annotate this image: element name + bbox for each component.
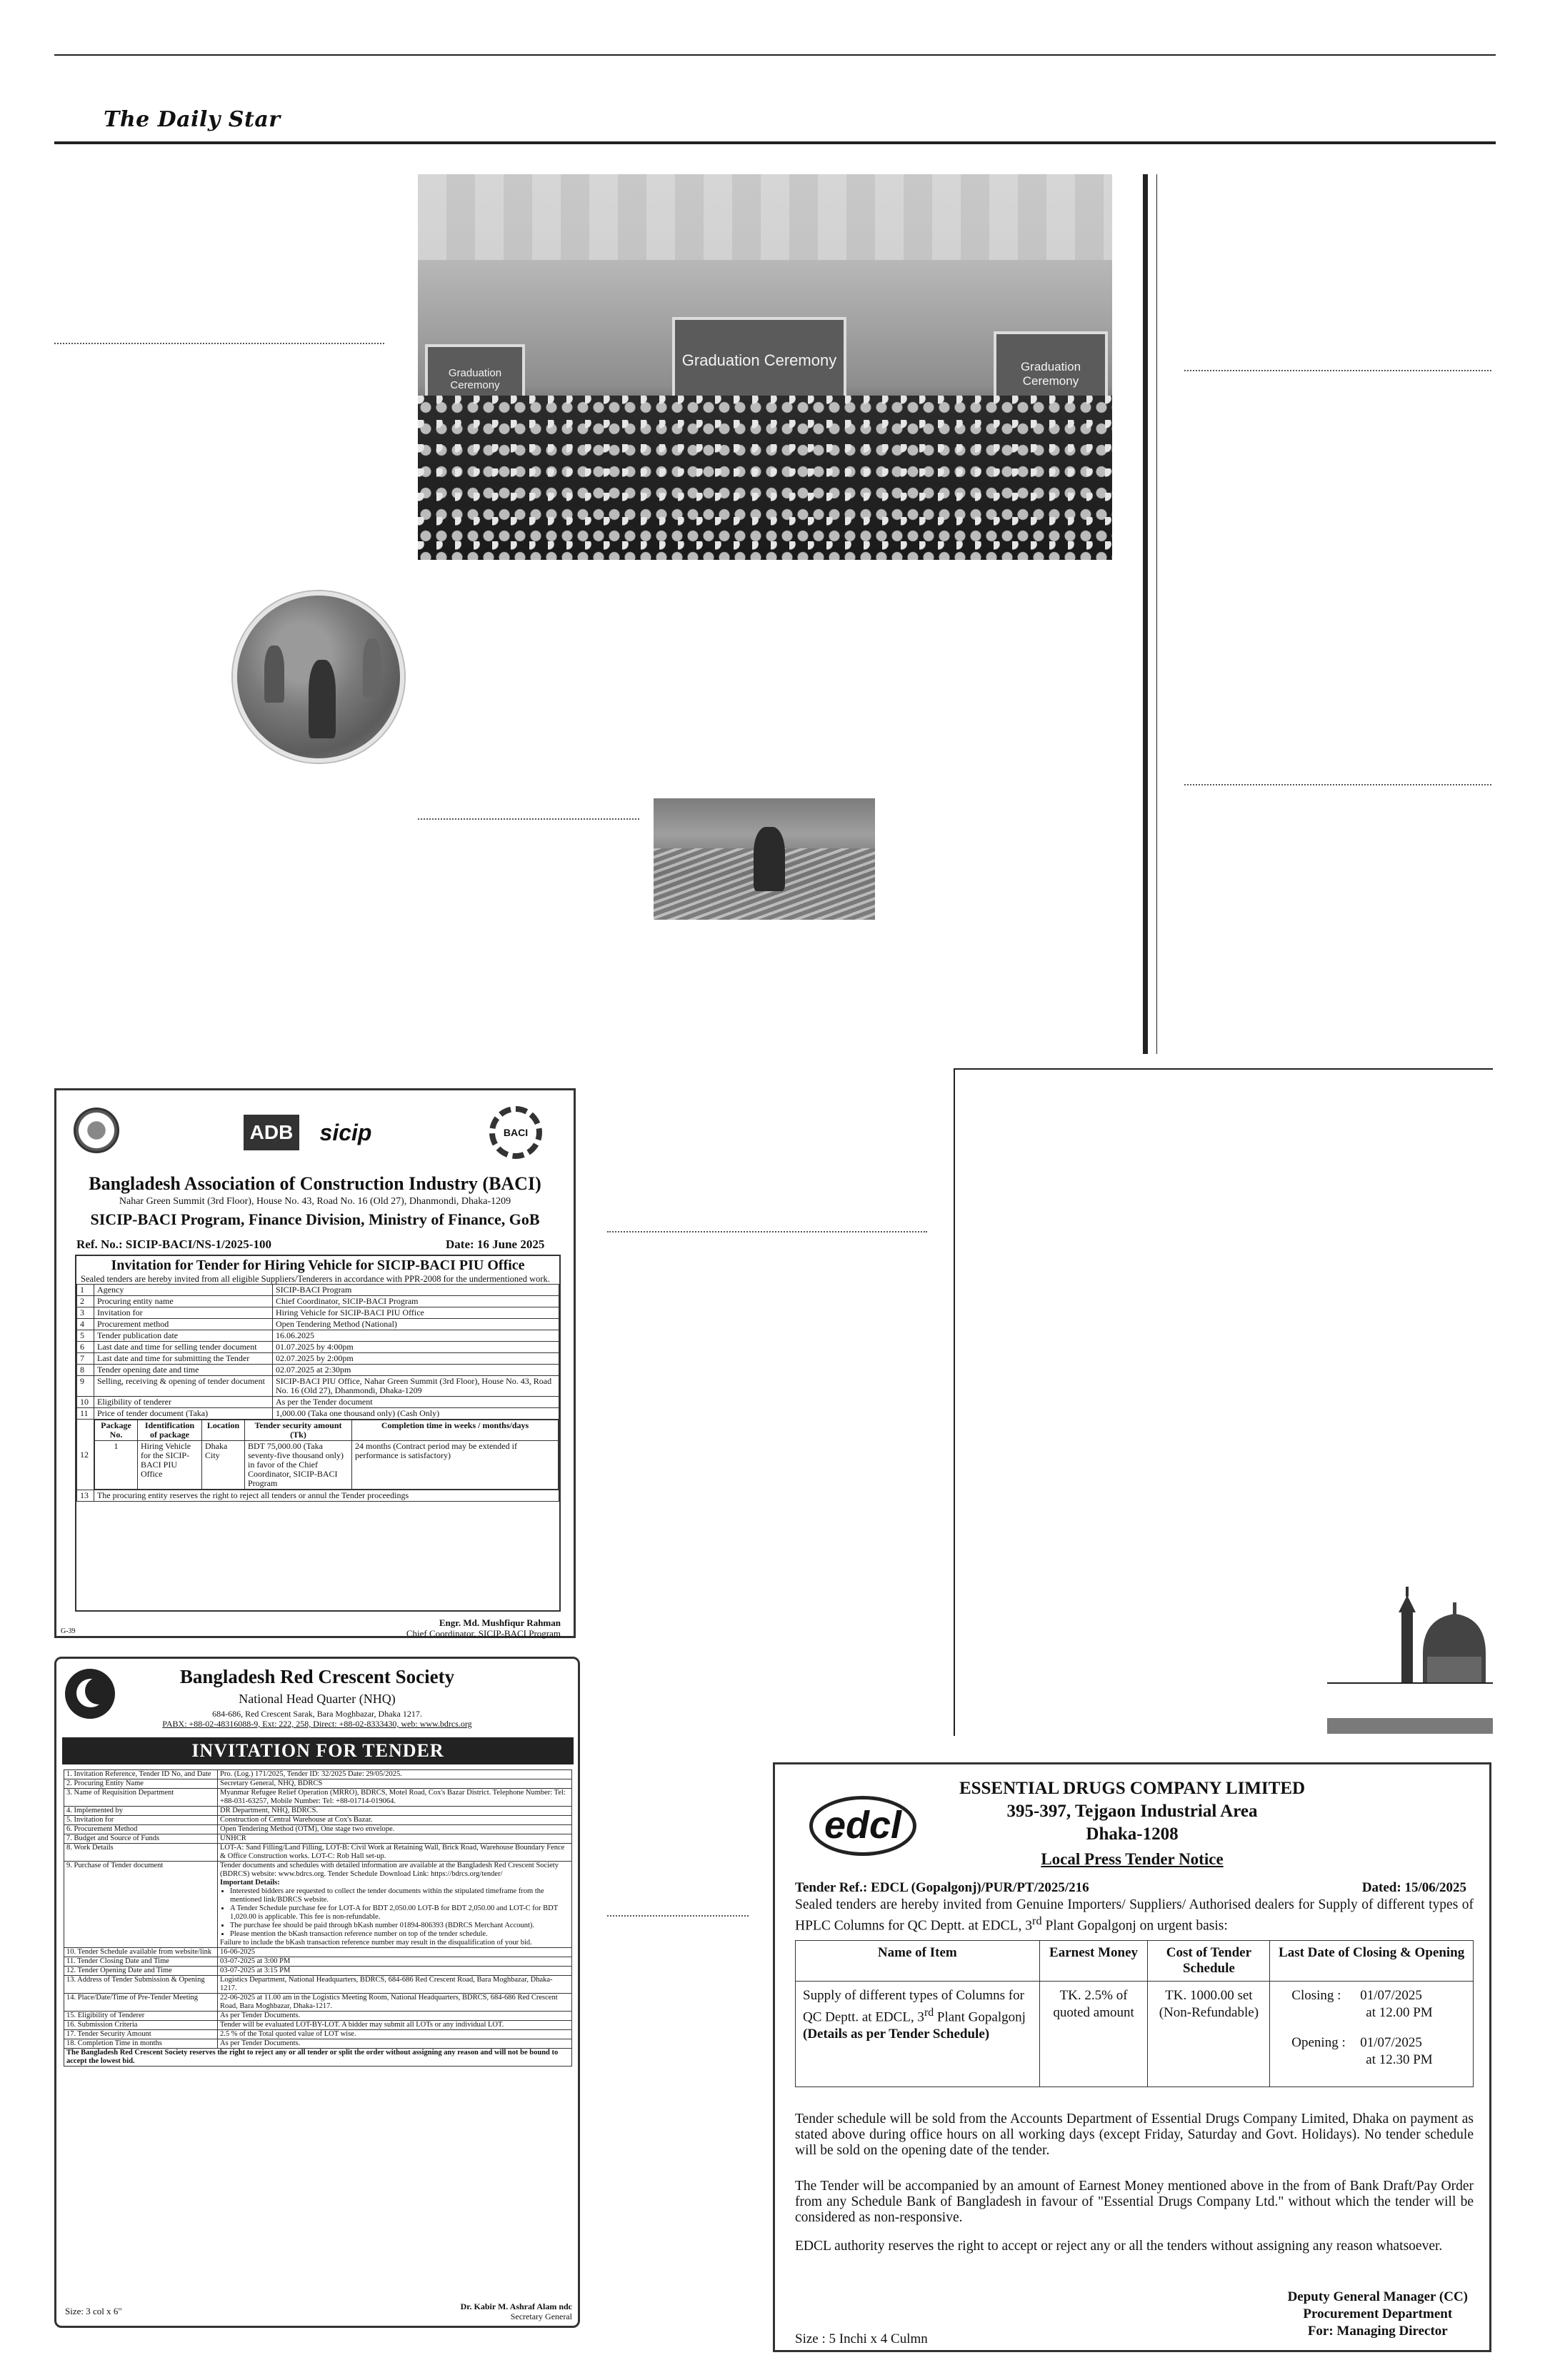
package-cell xyxy=(94,1420,559,1490)
baci-tender-title: Invitation for Tender for Hiring Vehicle for SICIP-BACI PIU Office xyxy=(111,1257,525,1273)
row-value: 02.07.2025 at 2:30pm xyxy=(273,1365,559,1376)
row-label: 12. Tender Opening Date and Time xyxy=(64,1967,218,1976)
baci-logos xyxy=(56,1105,574,1162)
row-value: 03-07-2025 at 3:15 PM xyxy=(218,1967,572,1976)
edcl-opening xyxy=(1291,2034,1466,2052)
bdrcs-address xyxy=(56,1709,578,1729)
table-row xyxy=(64,1957,572,1967)
edcl-col-cost: Cost of Tender Schedule xyxy=(1148,1941,1270,1982)
column-divider xyxy=(418,818,639,820)
edcl-notice-title: Local Press Tender Notice xyxy=(1041,1850,1224,1868)
edcl-address-2: Dhaka-1208 xyxy=(1086,1824,1179,1844)
bdrcs-org-name: Bangladesh Red Crescent Society xyxy=(179,1666,455,1687)
row-label: Last date and time for submitting the Tender xyxy=(94,1353,273,1365)
edcl-tender-ref: Tender Ref.: EDCL (Gopalgonj)/PUR/PT/2025/216 xyxy=(795,1880,1089,1895)
package-row xyxy=(95,1441,559,1490)
row-value: As per the Tender document xyxy=(273,1397,559,1408)
baci-signer-title: Chief Coordinator, SICIP-BACI Program xyxy=(406,1628,561,1639)
package-header-cell: Location xyxy=(202,1420,245,1441)
row-number: 3 xyxy=(77,1307,94,1319)
edcl-signer-1: Deputy General Manager (CC) xyxy=(1287,2289,1468,2304)
table-row xyxy=(77,1307,559,1319)
baci-ref: Ref. No.: SICIP-BACI/NS-1/2025-100 xyxy=(76,1237,271,1251)
edcl-col-item: Name of Item xyxy=(796,1941,1040,1982)
table-row xyxy=(64,2012,572,2021)
row-value: 03-07-2025 at 3:00 PM xyxy=(218,1957,572,1967)
row-value: The procuring entity reserves the right to reject all tenders or annul the Tender proceedings xyxy=(94,1490,559,1502)
adb-logo: ADB xyxy=(244,1115,299,1150)
row-number: 10 xyxy=(77,1397,94,1408)
baci-tender-box xyxy=(75,1255,561,1612)
row-label: Invitation for xyxy=(94,1307,273,1319)
table-row xyxy=(64,1789,572,1807)
bdrcs-contact-line: PABX: +88-02-48316088-9, Ext: 222, 258, Direct: +88-02-8333430, web: www.bdrcs.org xyxy=(162,1719,472,1729)
table-row xyxy=(77,1330,559,1342)
bdrcs-address-line: 684-686, Red Crescent Sarak, Bara Moghbazar, Dhaka 1217. xyxy=(212,1709,422,1719)
section-rule xyxy=(954,1068,1493,1070)
package-row-cell: BDT 75,000.00 (Taka seventy-five thousand only) in favor of the Chief Coordinator, SICIP-BACI Program xyxy=(245,1441,352,1490)
table-row xyxy=(64,1976,572,1994)
row-label: 3. Name of Requisition Department xyxy=(64,1789,218,1807)
edcl-para-3: EDCL authority reserves the right to accept or reject any or all the tenders without assigning any reason whatsoever. xyxy=(795,2239,1443,2254)
edcl-company-name: ESSENTIAL DRUGS COMPANY LIMITED xyxy=(959,1779,1306,1798)
edcl-earnest-cell: TK. 2.5% of quoted amount xyxy=(1039,1982,1148,2087)
row-value: Myanmar Refugee Relief Operation (MRRO), BDRCS, Motel Road, Cox's Bazar District. Telephone Number: Tel: +88-031-63257, Mobile Number: Tel: +88-01714-019064. xyxy=(218,1789,572,1807)
mosque-icon xyxy=(1394,1582,1487,1682)
edcl-opening-date: 01/07/2025 xyxy=(1360,2035,1422,2050)
row-label: Selling, receiving & opening of tender document xyxy=(94,1376,273,1397)
edcl-tender-ad xyxy=(773,1762,1491,2352)
graduation-ceremony-photo xyxy=(418,174,1112,560)
table-row xyxy=(64,1816,572,1825)
row-label: 13. Address of Tender Submission & Opening xyxy=(64,1976,218,1994)
edcl-intro-b: Plant Gopalgonj on urgent basis: xyxy=(1041,1918,1228,1934)
photo-figure xyxy=(754,827,785,891)
column-divider xyxy=(607,1915,749,1917)
bdrcs-signer: Dr. Kabir M. Ashraf Alam ndc xyxy=(460,2301,572,2311)
row-number: 9 xyxy=(77,1376,94,1397)
edcl-tender-table xyxy=(795,1940,1474,2087)
screen-right-title: Graduation Ceremony xyxy=(1020,360,1081,388)
column-divider xyxy=(1184,370,1491,371)
row-value: SICIP-BACI Program xyxy=(273,1285,559,1296)
package-header xyxy=(95,1420,559,1441)
sicip-logo: sicip xyxy=(319,1119,372,1145)
row-label: 7. Budget and Source of Funds xyxy=(64,1834,218,1844)
table-row xyxy=(77,1285,559,1296)
screen-center xyxy=(672,317,846,406)
top-rule xyxy=(54,54,1496,56)
row-value: As per Tender Documents. xyxy=(218,2012,572,2021)
edcl-para-1: Tender schedule will be sold from the Accounts Department of Essential Drugs Company Limited, Dhaka on payment as stated above during office hours on all working days (except Friday, Saturday and Govt. Holidays). No tender schedule will be sold on the opening date of the tender. xyxy=(795,2112,1474,2158)
table-row xyxy=(77,1319,559,1330)
row-label: 6. Procurement Method xyxy=(64,1825,218,1834)
table-row xyxy=(64,2030,572,2039)
edcl-logo: edcl xyxy=(809,1796,916,1856)
row-label: Agency xyxy=(94,1285,273,1296)
row-number: 2 xyxy=(77,1296,94,1307)
list-item: • Please mention the bKash transaction reference number on top of the tender schedule. xyxy=(230,1930,569,1939)
row-number: 5 xyxy=(77,1330,94,1342)
row-value: As per Tender Documents. xyxy=(218,2039,572,2049)
row-value: Tender will be evaluated LOT-BY-LOT. A bidder may submit all LOTs or any individual LOT. xyxy=(218,2021,572,2030)
table-row xyxy=(77,1365,559,1376)
row-number: 13 xyxy=(77,1490,94,1502)
edcl-opening-time: at 12.30 PM xyxy=(1366,2052,1433,2067)
baci-program: SICIP-BACI Program, Finance Division, Ministry of Finance, GoB xyxy=(90,1210,540,1228)
edcl-para-2: The Tender will be accompanied by an amount of Earnest Money mentioned above in the from of Bank Draft/Pay Order from any Schedule Bank of Bangladesh in favour of "Essential Drugs Company Ltd." without which the tender will be considered as non-responsive. xyxy=(795,2179,1474,2225)
bdrcs-tender-ad xyxy=(54,1657,580,2328)
edcl-item-sup: rd xyxy=(924,2007,934,2019)
bdrcs-subtitle: National Head Quarter (NHQ) xyxy=(239,1692,396,1706)
row-value: UNHCR xyxy=(218,1834,572,1844)
purchase-text: Tender documents and schedules with detailed information are available at the Bangladesh Red Crescent Society (BDRCS) website: www.bdrcs.org. Tender Schedule Download Link: https://bdrcs.org/tender/ xyxy=(220,1862,559,1878)
edcl-table-row xyxy=(796,1982,1474,2087)
edcl-opening-label: Opening : xyxy=(1291,2035,1346,2050)
photo-ceiling xyxy=(418,174,1112,260)
package-row-cell: Dhaka City xyxy=(202,1441,245,1490)
table-row xyxy=(64,1948,572,1957)
row-label: 1. Invitation Reference, Tender ID No, and Date xyxy=(64,1770,218,1779)
table-row xyxy=(64,1834,572,1844)
table-row xyxy=(64,1967,572,1976)
edcl-item-detail: (Details as per Tender Schedule) xyxy=(803,2027,990,2042)
table-row xyxy=(64,2021,572,2030)
workers-circle-photo xyxy=(233,591,404,763)
edcl-item-b: Plant Gopalgonj xyxy=(934,2009,1026,2025)
list-item: • A Tender Schedule purchase fee for LOT-A for BDT 2,050.00 LOT-B for BDT 2,050.00 and LOT-C for BDT 1,020.00 is applicable. This fee is non-refundable. xyxy=(230,1904,569,1922)
row-value: 16.06.2025 xyxy=(273,1330,559,1342)
package-header-cell: Tender security amount (Tk) xyxy=(245,1420,352,1441)
row-label: Procuring entity name xyxy=(94,1296,273,1307)
vertical-rule xyxy=(1143,174,1148,1054)
table-row xyxy=(64,1825,572,1834)
photo-figure xyxy=(363,638,381,697)
table-row xyxy=(64,1862,572,1948)
row-label: 10. Tender Schedule available from website/link xyxy=(64,1948,218,1957)
column-divider xyxy=(1184,784,1491,785)
screen-center-title: Graduation Ceremony xyxy=(681,351,837,369)
baci-gear-logo xyxy=(489,1106,542,1159)
row-value: 2.5 % of the Total quoted value of LOT wise. xyxy=(218,2030,572,2039)
bdrcs-size: Size: 3 col x 6" xyxy=(65,2306,122,2316)
table-row xyxy=(77,1353,559,1365)
edcl-address-1: 395-397, Tejgaon Industrial Area xyxy=(1006,1802,1258,1821)
baci-org-name: Bangladesh Association of Construction Industry (BACI) xyxy=(89,1173,541,1194)
row-label: Tender publication date xyxy=(94,1330,273,1342)
table-row xyxy=(64,2039,572,2049)
row-label: 18. Completion Time in months xyxy=(64,2039,218,2049)
row-value xyxy=(218,1862,572,1948)
grey-bar xyxy=(1327,1718,1493,1734)
row-value: DR Department, NHQ, BDRCS. xyxy=(218,1807,572,1816)
row-label: Tender opening date and time xyxy=(94,1365,273,1376)
edcl-closing-time: at 12.00 PM xyxy=(1366,2005,1433,2020)
row-value: Hiring Vehicle for SICIP-BACI PIU Office xyxy=(273,1307,559,1319)
baci-ad-code: G-39 xyxy=(61,1627,76,1635)
vertical-rule-thin xyxy=(1156,174,1157,1054)
table-row xyxy=(64,1779,572,1789)
row-label: 4. Implemented by xyxy=(64,1807,218,1816)
photo-figure xyxy=(264,646,284,703)
photo-figure xyxy=(309,660,336,738)
baci-signer: Engr. Md. Mushfiqur Rahman xyxy=(439,1617,561,1628)
baci-intro: Sealed tenders are hereby invited from all eligible Suppliers/Tenderers in accordance with PPR-2008 for the undermentioned work. xyxy=(81,1274,550,1284)
edcl-dated: Dated: 15/06/2025 xyxy=(1361,1880,1466,1895)
column-divider xyxy=(54,343,384,344)
baci-tender-ad xyxy=(54,1088,576,1638)
row-label: 16. Submission Criteria xyxy=(64,2021,218,2030)
edcl-table-header xyxy=(796,1941,1474,1982)
table-row xyxy=(77,1342,559,1353)
row-value: Chief Coordinator, SICIP-BACI Program xyxy=(273,1296,559,1307)
edcl-size: Size : 5 Inchi x 4 Culmn xyxy=(795,2331,928,2346)
table-row xyxy=(77,1408,559,1420)
row-label: Eligibility of tenderer xyxy=(94,1397,273,1408)
baci-address: Nahar Green Summit (3rd Floor), House No. 43, Road No. 16 (Old 27), Dhanmondi, Dhaka-1209 xyxy=(119,1196,511,1207)
row-value: LOT-A: Sand Filling/Land Filling, LOT-B: Civil Work at Retaining Wall, Brick Road, Warehouse Boundary Fence & Office Construction works. LOT-C: Rob Hall set-up. xyxy=(218,1844,572,1862)
craftsman-photo xyxy=(654,798,875,920)
edcl-signer-3: For: Managing Director xyxy=(1307,2324,1448,2339)
row-number: 4 xyxy=(77,1319,94,1330)
row-value: Construction of Central Warehouse at Cox's Bazar. xyxy=(218,1816,572,1825)
row-value: 22-06-2025 at 11.00 am in the Logistics Meeting Room, National Headquarters, BDRCS, 684-686 Red Crescent Road, Bara Moghbazar, Dhaka-1217. xyxy=(218,1994,572,2012)
package-header-cell: Completion time in weeks / months/days xyxy=(352,1420,559,1441)
edcl-item-cell xyxy=(796,1982,1040,2087)
row-label: Price of tender document (Taka) xyxy=(94,1408,273,1420)
row-value: 1,000.00 (Taka one thousand only) (Cash Only) xyxy=(273,1408,559,1420)
mosque-underline xyxy=(1327,1682,1493,1684)
failure-note: Failure to include the bKash transaction reference number may result in the disqualification of your bid. xyxy=(220,1939,532,1947)
row-value: Logistics Department, National Headquarters, BDRCS, 684-686 Red Crescent Road, Bara Moghbazar, Dhaka-1217. xyxy=(218,1976,572,1994)
row-value: 16-06-2025 xyxy=(218,1948,572,1957)
screen-left-title: Graduation Ceremony xyxy=(448,367,502,391)
table-row xyxy=(64,1994,572,2012)
package-header-cell: Package No. xyxy=(95,1420,138,1441)
row-label: 17. Tender Security Amount xyxy=(64,2030,218,2039)
table-row xyxy=(64,2049,572,2067)
edcl-signature xyxy=(1288,2289,1468,2340)
row-value: 01.07.2025 by 4:00pm xyxy=(273,1342,559,1353)
package-table xyxy=(94,1420,559,1490)
column-divider xyxy=(607,1231,927,1232)
edcl-intro-a: Sealed tenders are hereby invited from Genuine Importers/ Suppliers/ Authorised dealers for Supply of different types of HPLC Columns for QC Deptt. at EDCL, 3 xyxy=(795,1897,1474,1934)
row-label: 9. Purchase of Tender document xyxy=(64,1862,218,1948)
package-row-cell: Hiring Vehicle for the SICIP-BACI PIU Office xyxy=(138,1441,202,1490)
package-row-cell: 24 months (Contract period may be extended if performance is satisfactory) xyxy=(352,1441,559,1490)
edcl-col-earnest: Earnest Money xyxy=(1039,1941,1148,1982)
edcl-col-date: Last Date of Closing & Opening xyxy=(1270,1941,1474,1982)
row-number: 8 xyxy=(77,1365,94,1376)
edcl-closing-date: 01/07/2025 xyxy=(1360,1988,1422,2003)
row-value: 02.07.2025 by 2:00pm xyxy=(273,1353,559,1365)
row-label: 5. Invitation for xyxy=(64,1816,218,1825)
bdrcs-tender-table xyxy=(64,1769,572,2067)
graduates-crowd xyxy=(418,396,1112,560)
row-value: Secretary General, NHQ, BDRCS xyxy=(218,1779,572,1789)
reserve-note: The Bangladesh Red Crescent Society reserves the right to reject any or all tender or split the order without assigning any reason and will not be bound to accept the lowest bid. xyxy=(64,2049,572,2067)
row-number: 12 xyxy=(77,1420,94,1490)
table-row xyxy=(77,1420,559,1490)
edcl-item-a: Supply of different types of Columns for QC Deptt. at EDCL, 3 xyxy=(803,1988,1024,2025)
row-label: 2. Procuring Entity Name xyxy=(64,1779,218,1789)
baci-signature xyxy=(56,1617,561,1639)
bangladesh-govt-seal-icon xyxy=(74,1108,119,1153)
row-value: SICIP-BACI PIU Office, Nahar Green Summit (3rd Floor), House No. 43, Road No. 16 (Old 27), Dhanmondi, Dhaka-1209 xyxy=(273,1376,559,1397)
row-number: 6 xyxy=(77,1342,94,1353)
package-row-cell: 1 xyxy=(95,1441,138,1490)
important-label: Important Details: xyxy=(220,1879,280,1887)
edcl-signer-2: Procurement Department xyxy=(1303,2306,1453,2321)
edcl-intro xyxy=(795,1897,1474,1934)
list-item: • Interested bidders are requested to collect the tender documents within the stipulated timeframe from the mentioned link/BDRCS website. xyxy=(230,1887,569,1904)
row-label: Procurement method xyxy=(94,1319,273,1330)
baci-date: Date: 16 June 2025 xyxy=(446,1237,545,1251)
row-number: 7 xyxy=(77,1353,94,1365)
table-row xyxy=(64,1844,572,1862)
package-header-cell: Identification of package xyxy=(138,1420,202,1441)
masthead-logo: The Daily Star xyxy=(104,107,281,132)
table-row xyxy=(77,1397,559,1408)
table-row xyxy=(77,1376,559,1397)
row-label: 8. Work Details xyxy=(64,1844,218,1862)
bdrcs-banner: INVITATION FOR TENDER xyxy=(62,1737,574,1764)
row-label: 15. Eligibility of Tenderer xyxy=(64,2012,218,2021)
row-value: Open Tendering Method (National) xyxy=(273,1319,559,1330)
bdrcs-signature xyxy=(342,2301,572,2321)
row-label: 14. Place/Date/Time of Pre-Tender Meeting xyxy=(64,1994,218,2012)
table-row xyxy=(64,1770,572,1779)
list-item: • The purchase fee should be paid through bKash number 01894-806393 (BDRCS Merchant Account). xyxy=(230,1922,569,1930)
table-row xyxy=(77,1490,559,1502)
vertical-rule-lower xyxy=(954,1068,955,1736)
edcl-closing xyxy=(1291,1987,1466,2004)
baci-tender-table xyxy=(76,1284,559,1502)
edcl-closing-label: Closing : xyxy=(1291,1988,1341,2003)
table-row xyxy=(77,1296,559,1307)
row-number: 11 xyxy=(77,1408,94,1420)
row-number: 1 xyxy=(77,1285,94,1296)
row-label: Last date and time for selling tender document xyxy=(94,1342,273,1353)
row-label: 11. Tender Closing Date and Time xyxy=(64,1957,218,1967)
masthead-rule xyxy=(54,141,1496,144)
edcl-date-cell xyxy=(1270,1982,1474,2087)
important-list xyxy=(230,1887,569,1939)
row-value: Pro. (Log.) 171/2025, Tender ID: 32/2025 Date: 29/05/2025. xyxy=(218,1770,572,1779)
edcl-intro-sup: rd xyxy=(1032,1914,1042,1927)
table-row xyxy=(64,1807,572,1816)
edcl-item-text xyxy=(803,1987,1032,2026)
row-value: Open Tendering Method (OTM), One stage two envelope. xyxy=(218,1825,572,1834)
bdrcs-signer-title: Secretary General xyxy=(510,2311,572,2321)
edcl-cost-cell: TK. 1000.00 set (Non-Refundable) xyxy=(1148,1982,1270,2087)
baci-logo-text: BACI xyxy=(503,1127,529,1138)
